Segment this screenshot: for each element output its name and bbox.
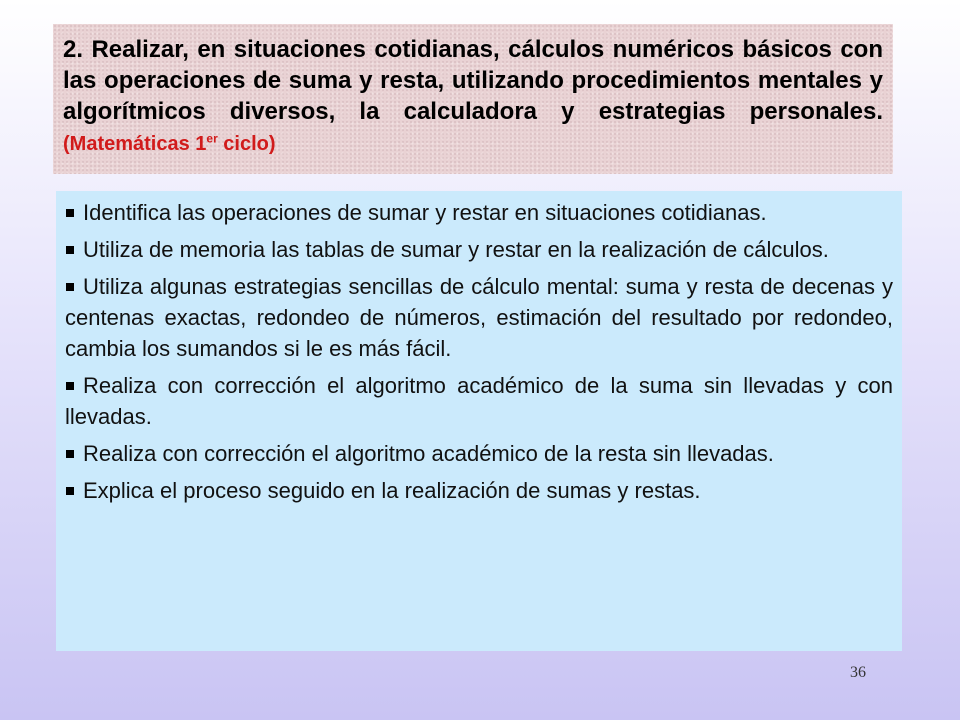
- objective-header: [53, 24, 893, 174]
- subject-label: [63, 133, 276, 155]
- criteria-item: [65, 271, 893, 364]
- page-number: 36: [850, 664, 866, 681]
- criteria-box: [56, 191, 902, 651]
- criteria-item: [65, 234, 893, 265]
- square-bullet-icon: [66, 246, 74, 254]
- criteria-item-text: Realiza con corrección el algoritmo académico de la suma sin llevadas y con llevadas.: [65, 373, 893, 429]
- criteria-item-text: Explica el proceso seguido en la realización de sumas y restas.: [83, 478, 701, 503]
- square-bullet-icon: [66, 382, 74, 390]
- criteria-item-text: Realiza con corrección el algoritmo académico de la resta sin llevadas.: [83, 441, 774, 466]
- criteria-item-text: Utiliza de memoria las tablas de sumar y restar en la realización de cálculos.: [83, 237, 829, 262]
- criteria-item: [65, 197, 893, 228]
- criteria-item-text: Utiliza algunas estrategias sencillas de cálculo mental: suma y resta de decenas y centenas exactas, redondeo de números, estimación del resultado por redondeo, cambia los sumandos si le es más fácil.: [65, 274, 893, 361]
- subject-prefix: (Matemáticas 1: [63, 133, 207, 155]
- objective-statement: 2. Realizar, en situaciones cotidianas, cálculos numéricos básicos con las operaciones de suma y resta, utilizando procedimientos mentales y algorítmicos diversos, la calculadora y estrategias personales.: [63, 36, 883, 125]
- square-bullet-icon: [66, 209, 74, 217]
- square-bullet-icon: [66, 283, 74, 291]
- subject-suffix: ciclo): [217, 133, 276, 155]
- square-bullet-icon: [66, 487, 74, 495]
- criteria-list: [65, 197, 893, 506]
- criteria-item: [65, 475, 893, 506]
- criteria-item: [65, 438, 893, 469]
- criteria-item: [65, 370, 893, 432]
- square-bullet-icon: [66, 450, 74, 458]
- subject-superscript: er: [206, 131, 218, 146]
- objective-text: [63, 34, 883, 160]
- criteria-item-text: Identifica las operaciones de sumar y restar en situaciones cotidianas.: [83, 200, 767, 225]
